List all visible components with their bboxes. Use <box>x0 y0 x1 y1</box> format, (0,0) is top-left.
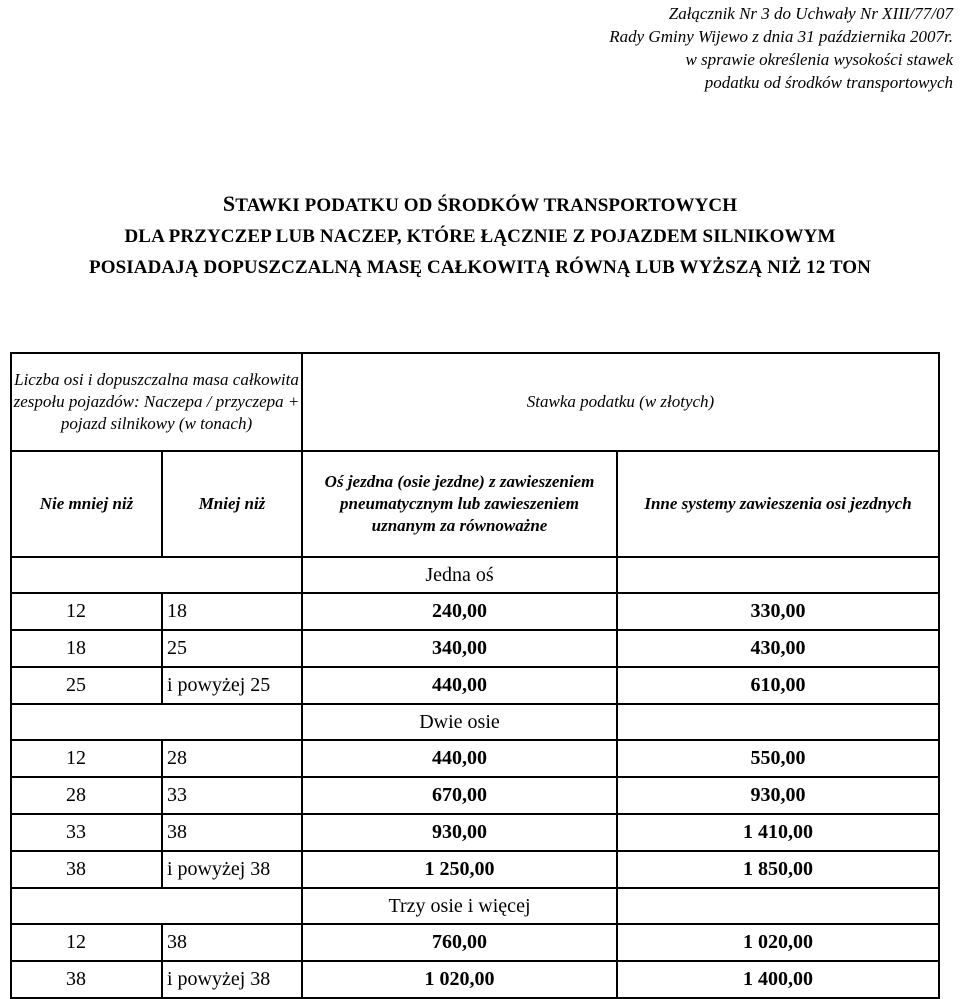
pneumatic-rate-cell: 670,00 <box>302 777 617 814</box>
table-row <box>11 851 939 888</box>
document-title <box>0 188 960 283</box>
min-mass-cell: 38 <box>11 851 162 888</box>
axle-group-label: Jedna oś <box>302 557 617 593</box>
header-min: Nie mniej niż <box>11 451 162 557</box>
max-mass-cell: 18 <box>162 593 302 630</box>
table-row <box>11 777 939 814</box>
title-line-3: POSIADAJĄ DOPUSZCZALNĄ MASĘ CAŁKOWITĄ RÓWNĄ LUB WYŻSZĄ NIŻ 12 TON <box>89 257 871 278</box>
table-row <box>11 961 939 998</box>
header-max: Mniej niż <box>162 451 302 557</box>
max-mass-cell: 33 <box>162 777 302 814</box>
max-mass-cell: 38 <box>162 924 302 961</box>
group-spacer <box>11 557 302 593</box>
pneumatic-rate-cell: 1 250,00 <box>302 851 617 888</box>
annex-line: Rady Gminy Wijewo z dnia 31 października 2007r. <box>609 27 953 46</box>
header-other: Inne systemy zawieszenia osi jezdnych <box>617 451 939 557</box>
min-mass-cell: 38 <box>11 961 162 998</box>
pneumatic-rate-cell: 1 020,00 <box>302 961 617 998</box>
header-rate: Stawka podatku (w złotych) <box>302 353 939 451</box>
max-mass-cell: i powyżej 38 <box>162 961 302 998</box>
table-row <box>11 630 939 667</box>
axle-group-label: Dwie osie <box>302 704 617 740</box>
group-row <box>11 557 939 593</box>
min-mass-cell: 12 <box>11 593 162 630</box>
header-mass: Liczba osi i dopuszczalna masa całkowita zespołu pojazdów: Naczepa / przyczepa + pojazd silnikowy (w tonach) <box>11 353 302 451</box>
annex-line: Załącznik Nr 3 do Uchwały Nr XIII/77/07 <box>668 4 953 23</box>
max-mass-cell: 25 <box>162 630 302 667</box>
min-mass-cell: 33 <box>11 814 162 851</box>
other-rate-cell: 550,00 <box>617 740 939 777</box>
min-mass-cell: 25 <box>11 667 162 704</box>
table-row <box>11 740 939 777</box>
other-rate-cell: 1 400,00 <box>617 961 939 998</box>
table-row <box>11 667 939 704</box>
pneumatic-rate-cell: 760,00 <box>302 924 617 961</box>
title-line-1: STAWKI PODATKU OD ŚRODKÓW TRANSPORTOWYCH <box>222 191 738 216</box>
pneumatic-rate-cell: 440,00 <box>302 667 617 704</box>
min-mass-cell: 12 <box>11 740 162 777</box>
group-spacer <box>11 704 302 740</box>
other-rate-cell: 1 020,00 <box>617 924 939 961</box>
other-rate-cell: 330,00 <box>617 593 939 630</box>
table-row <box>11 814 939 851</box>
other-rate-cell: 1 850,00 <box>617 851 939 888</box>
other-rate-cell: 430,00 <box>617 630 939 667</box>
pneumatic-rate-cell: 340,00 <box>302 630 617 667</box>
pneumatic-rate-cell: 930,00 <box>302 814 617 851</box>
annex-line: w sprawie określenia wysokości stawek <box>685 50 953 69</box>
min-mass-cell: 28 <box>11 777 162 814</box>
group-spacer <box>617 704 939 740</box>
other-rate-cell: 1 410,00 <box>617 814 939 851</box>
other-rate-cell: 610,00 <box>617 667 939 704</box>
group-spacer <box>617 888 939 924</box>
annex-note <box>533 2 953 94</box>
max-mass-cell: i powyżej 25 <box>162 667 302 704</box>
max-mass-cell: i powyżej 38 <box>162 851 302 888</box>
title-line-2: DLA PRZYCZEP LUB NACZEP, KTÓRE ŁĄCZNIE Z POJAZDEM SILNIKOWYM <box>124 226 836 247</box>
max-mass-cell: 28 <box>162 740 302 777</box>
axle-group-label: Trzy osie i więcej <box>302 888 617 924</box>
annex-line: podatku od środków transportowych <box>704 73 953 92</box>
header-pneumatic: Oś jezdna (osie jezdne) z zawieszeniem pneumatycznym lub zawieszeniem uznanym za równoważne <box>302 451 617 557</box>
table-row <box>11 593 939 630</box>
max-mass-cell: 38 <box>162 814 302 851</box>
tax-rates-table <box>10 352 940 999</box>
other-rate-cell: 930,00 <box>617 777 939 814</box>
table-row <box>11 924 939 961</box>
group-spacer <box>617 557 939 593</box>
group-spacer <box>11 888 302 924</box>
min-mass-cell: 12 <box>11 924 162 961</box>
group-row <box>11 704 939 740</box>
min-mass-cell: 18 <box>11 630 162 667</box>
pneumatic-rate-cell: 240,00 <box>302 593 617 630</box>
group-row <box>11 888 939 924</box>
pneumatic-rate-cell: 440,00 <box>302 740 617 777</box>
